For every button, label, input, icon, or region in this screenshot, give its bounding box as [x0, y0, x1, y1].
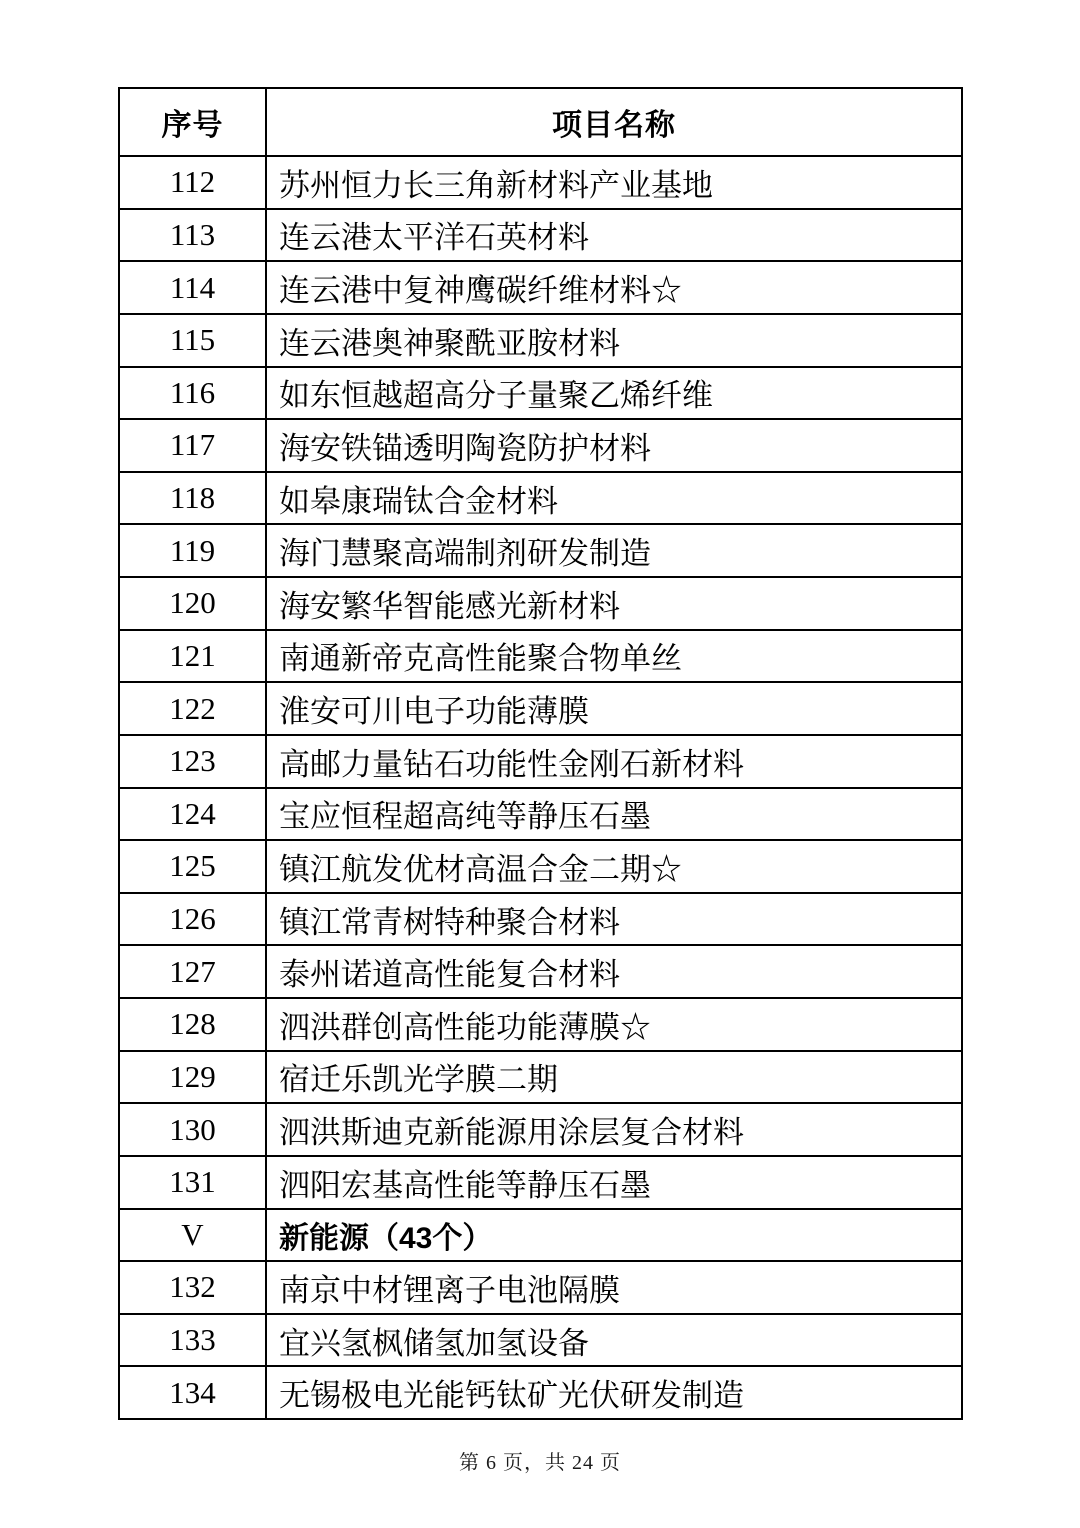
- table-row: [119, 1261, 962, 1314]
- row-name-cell: 连云港奥神聚酰亚胺材料: [266, 314, 962, 367]
- table-row: [119, 314, 962, 367]
- header-cell-name: 项目名称: [266, 88, 962, 156]
- row-name-cell: 如东恒越超高分子量聚乙烯纤维: [266, 367, 962, 420]
- row-index-cell: 125: [119, 840, 266, 893]
- header-cell-index: 序号: [119, 88, 266, 156]
- table-row: [119, 1103, 962, 1156]
- table-row: [119, 419, 962, 472]
- table-row: [119, 367, 962, 420]
- table-row: [119, 630, 962, 683]
- row-name-cell: 淮安可川电子功能薄膜: [266, 682, 962, 735]
- row-index-cell: 119: [119, 524, 266, 577]
- table-row: [119, 472, 962, 525]
- row-index-cell: 134: [119, 1366, 266, 1419]
- row-index-cell: 122: [119, 682, 266, 735]
- row-index-cell: 123: [119, 735, 266, 788]
- row-index-cell: 126: [119, 893, 266, 946]
- row-index-cell: 129: [119, 1051, 266, 1104]
- row-index-cell: 132: [119, 1261, 266, 1314]
- header-row: [119, 88, 962, 156]
- row-name-cell: 新能源（43个）: [266, 1209, 962, 1262]
- table-row: [119, 735, 962, 788]
- row-name-cell: 连云港太平洋石英材料: [266, 209, 962, 262]
- table-row: [119, 840, 962, 893]
- row-index-cell: 115: [119, 314, 266, 367]
- row-index-cell: 112: [119, 156, 266, 209]
- table-row: [119, 209, 962, 262]
- row-index-cell: 113: [119, 209, 266, 262]
- row-name-cell: 泰州诺道高性能复合材料: [266, 945, 962, 998]
- row-name-cell: 如皋康瑞钛合金材料: [266, 472, 962, 525]
- row-name-cell: 高邮力量钻石功能性金刚石新材料: [266, 735, 962, 788]
- row-name-cell: 镇江常青树特种聚合材料: [266, 893, 962, 946]
- table-row: [119, 998, 962, 1051]
- table-row: [119, 1366, 962, 1419]
- table-row: [119, 893, 962, 946]
- project-table: [118, 87, 963, 1420]
- row-name-cell: 海门慧聚高端制剂研发制造: [266, 524, 962, 577]
- table-row: [119, 682, 962, 735]
- table-row: [119, 261, 962, 314]
- table-row: [119, 1156, 962, 1209]
- row-name-cell: 苏州恒力长三角新材料产业基地: [266, 156, 962, 209]
- table-row: [119, 156, 962, 209]
- table-row: [119, 945, 962, 998]
- row-index-cell: 117: [119, 419, 266, 472]
- row-name-cell: 无锡极电光能钙钛矿光伏研发制造: [266, 1366, 962, 1419]
- row-index-cell: 120: [119, 577, 266, 630]
- row-index-cell: 114: [119, 261, 266, 314]
- row-index-cell: V: [119, 1209, 266, 1262]
- row-name-cell: 连云港中复神鹰碳纤维材料☆: [266, 261, 962, 314]
- table-row: [119, 577, 962, 630]
- row-index-cell: 133: [119, 1314, 266, 1367]
- row-name-cell: 宿迁乐凯光学膜二期: [266, 1051, 962, 1104]
- row-name-cell: 镇江航发优材高温合金二期☆: [266, 840, 962, 893]
- row-index-cell: 127: [119, 945, 266, 998]
- table-row: [119, 1209, 962, 1262]
- row-index-cell: 116: [119, 367, 266, 420]
- row-index-cell: 130: [119, 1103, 266, 1156]
- row-name-cell: 宜兴氢枫储氢加氢设备: [266, 1314, 962, 1367]
- row-name-cell: 泗阳宏基高性能等静压石墨: [266, 1156, 962, 1209]
- row-name-cell: 南京中材锂离子电池隔膜: [266, 1261, 962, 1314]
- row-name-cell: 泗洪群创高性能功能薄膜☆: [266, 998, 962, 1051]
- row-index-cell: 118: [119, 472, 266, 525]
- row-name-cell: 南通新帝克高性能聚合物单丝: [266, 630, 962, 683]
- page-number-footer: 第 6 页，共 24 页: [459, 1452, 621, 1474]
- row-name-cell: 海安繁华智能感光新材料: [266, 577, 962, 630]
- table-body: [119, 156, 962, 1419]
- row-index-cell: 128: [119, 998, 266, 1051]
- table-row: [119, 1314, 962, 1367]
- table-row: [119, 788, 962, 841]
- row-name-cell: 海安铁锚透明陶瓷防护材料: [266, 419, 962, 472]
- table-row: [119, 524, 962, 577]
- row-name-cell: 泗洪斯迪克新能源用涂层复合材料: [266, 1103, 962, 1156]
- row-index-cell: 121: [119, 630, 266, 683]
- row-index-cell: 124: [119, 788, 266, 841]
- table-row: [119, 1051, 962, 1104]
- row-name-cell: 宝应恒程超高纯等静压石墨: [266, 788, 962, 841]
- row-index-cell: 131: [119, 1156, 266, 1209]
